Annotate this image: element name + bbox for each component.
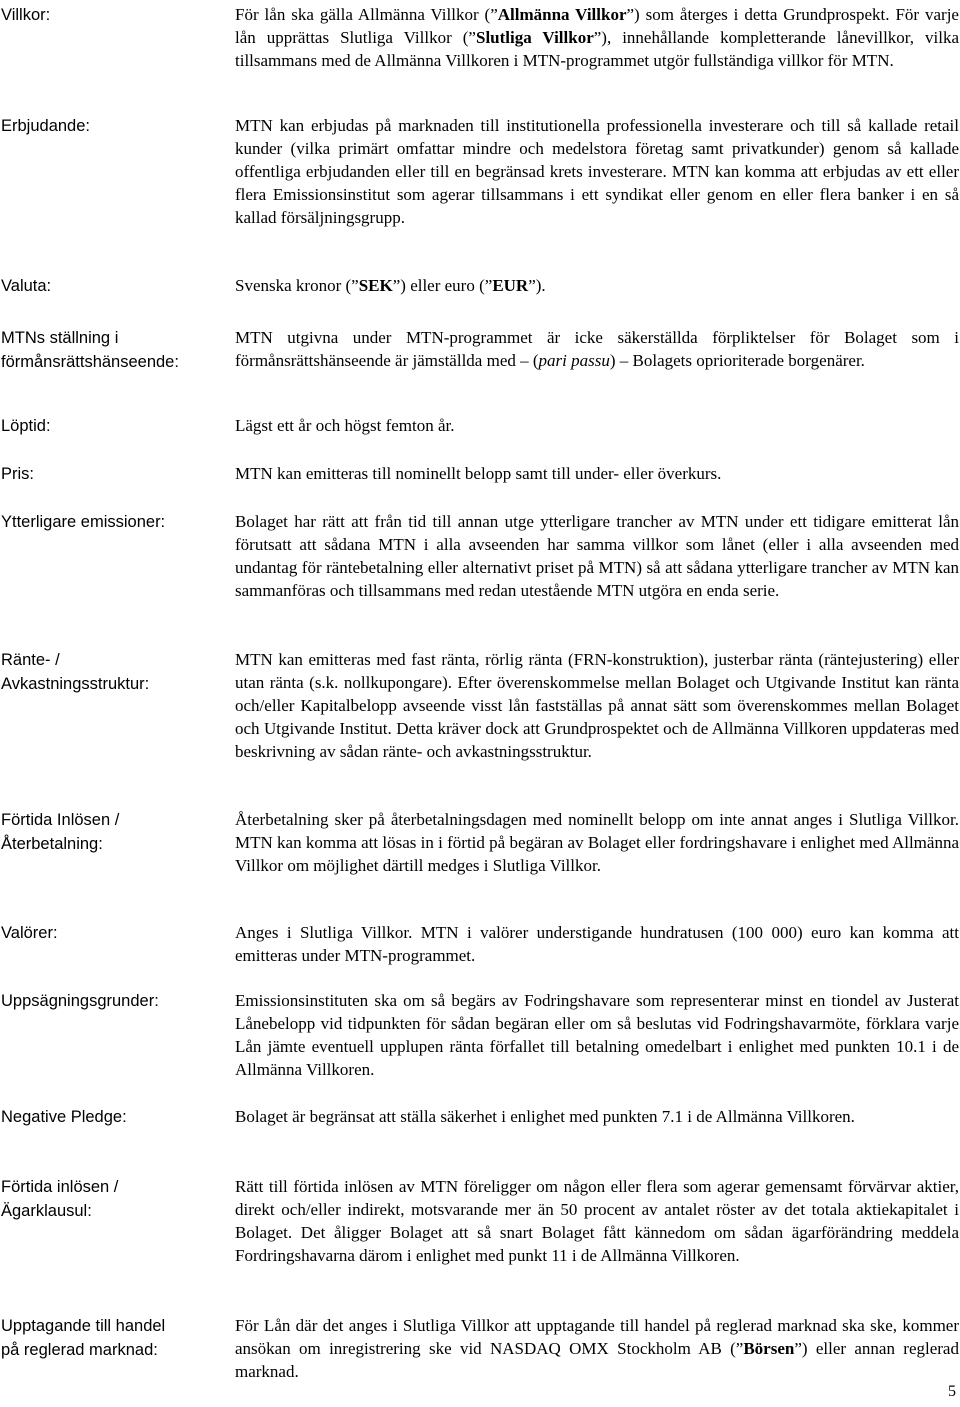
term-label <box>1 274 226 298</box>
term-label-line: Upptagande till handel <box>1 1317 166 1335</box>
term-label <box>1 1175 226 1223</box>
term-label <box>1 414 226 438</box>
term-text: Rätt till förtida inlösen av MTN föreligger om någon eller flera som agerar gemensamt förvärvar aktier, direkt och/eller indirekt, motsvarande mer än 50 procent av antalet röster av det totala aktiekapitalet i Bolaget. Det åligger Bolaget att så snart Bolaget fått kännedom om sådan ägarförändring meddela Fordringshavarna därom i enlighet med punkt 11 i de Allmänna Villkoren. <box>235 1177 959 1265</box>
term-text: MTN kan emitteras till nominellt belopp samt till under- eller överkurs. <box>235 464 722 483</box>
term-label-line: Negative Pledge: <box>1 1108 127 1126</box>
term-label-line: Villkor: <box>1 6 51 24</box>
term-label <box>1 462 226 486</box>
term-text: MTN kan emitteras med fast ränta, rörlig ränta (FRN-konstruktion), justerbar ränta (räntejustering) eller utan ränta (s.k. nollkupongare). Efter överenskommelse mellan Bolaget och Utgivande Institut kan ränta och/eller Kapitalbelopp avseende visst lån fastställas på annat sätt som överenskommes mellan Bolaget och Utgivande Institut. Detta kräver dock att Grundprospektet och de Allmänna Villkoren uppdateras med beskrivning av sådan ränte- och avkastningsstruktur. <box>235 650 959 761</box>
page-number: 5 <box>948 1383 956 1400</box>
term-label <box>1 648 226 696</box>
term-label-line: på reglerad marknad: <box>1 1341 158 1359</box>
term-label-line: Valuta: <box>1 277 52 295</box>
term-label <box>1 921 226 945</box>
term-label <box>1 989 226 1013</box>
term-label <box>1 3 226 27</box>
term-label <box>1 808 226 856</box>
term-label-line: Uppsägningsgrunder: <box>1 992 159 1010</box>
term-text: Anges i Slutliga Villkor. MTN i valörer understigande hundratusen (100 000) euro kan komma att emitteras under MTN-programmet. <box>235 923 959 965</box>
term-label <box>1 114 226 138</box>
term-text: Bolaget är begränsat att ställa säkerhet i enlighet med punkten 7.1 i de Allmänna Villkoren. <box>235 1107 855 1126</box>
term-label-line: Löptid: <box>1 417 51 435</box>
term-text: Emissionsinstituten ska om så begärs av Fodringshavare som representerar minst en tiondel av Justerat Lånebelopp vid tidpunkten för sådan begäran eller om så beslutas vid Fodringshavarmöte, förklara varje Lån jämte eventuell upplupen ränta förfallet till betalning omedelbart i enlighet med punkten 10.1 i de Allmänna Villkoren. <box>235 991 959 1079</box>
term-label-line: Återbetalning: <box>1 835 103 853</box>
term-text: För lån ska gälla Allmänna Villkor (”Allmänna Villkor”) som återges i detta Grundprospekt. För varje lån upprättas Slutliga Villkor (”Slutliga Villkor”), innehållande kompletterande lånevillkor, vilka tillsammans med de Allmänna Villkoren i MTN-programmet utgör fullständiga villkor för MTN. <box>235 5 960 70</box>
term-label-line: Ytterligare emissioner: <box>1 513 166 531</box>
term-label-line: Ränte- / <box>1 651 60 669</box>
term-label-line: Förtida inlösen / <box>1 1178 119 1196</box>
term-label <box>1 510 226 534</box>
term-label-line: Avkastningsstruktur: <box>1 675 150 693</box>
term-text: Återbetalning sker på återbetalningsdagen med nominellt belopp om inte annat anges i Slutliga Villkor. MTN kan komma att lösas in i förtid på begäran av Bolaget eller fordringshavare i enlighet med Allmänna Villkor om möjlighet därtill medges i Slutliga Villkor. <box>235 810 959 875</box>
term-text: MTN utgivna under MTN-programmet är icke säkerställda förpliktelser för Bolaget som i förmånsrättshänseende är jämställda med – (pari passu) – Bolagets oprioriterade borgenärer. <box>235 328 959 370</box>
term-label-line: Valörer: <box>1 924 58 942</box>
term-label <box>1 326 226 374</box>
term-label-line: Erbjudande: <box>1 117 90 135</box>
term-label <box>1 1314 226 1362</box>
term-text: Bolaget har rätt att från tid till annan utge ytterligare trancher av MTN under ett tidigare emitterat lån förutsatt att sådana MTN i alla avseenden har samma villkor som lånet (eller i alla avseenden med undantag för räntebetalning eller alternativt priset på MTN) så att sådana ytterligare trancher av MTN kan sammanföras och tillsammans med redan utestående MTN utgöra en enda serie. <box>235 512 959 600</box>
term-label-line: förmånsrättshänseende: <box>1 353 179 371</box>
term-label-line: MTNs ställning i <box>1 329 119 347</box>
term-label-line: Pris: <box>1 465 34 483</box>
term-label <box>1 1105 226 1129</box>
term-text: Svenska kronor (”SEK”) eller euro (”EUR”). <box>235 276 546 295</box>
term-text: MTN kan erbjudas på marknaden till institutionella professionella investerare och till så kallade retail kunder (vilka primärt omfattar mindre och medelstora företag samt privatkunder) genom så kallade offentliga erbjudanden eller till en begränsad krets investerare. MTN kan komma att erbjudas av ett eller flera Emissionsinstitut som agerar tillsammans i ett syndikat eller genom en eller flera banker i en så kallad försäljningsgrupp. <box>235 116 959 227</box>
term-text: Lägst ett år och högst femton år. <box>235 416 455 435</box>
term-text: För Lån där det anges i Slutliga Villkor att upptagande till handel på reglerad marknad ska ske, kommer ansökan om inregistrering ske vid NASDAQ OMX Stockholm AB (”Börsen”) eller annan reglerad marknad. <box>235 1316 959 1381</box>
term-label-line: Förtida Inlösen / <box>1 811 120 829</box>
term-label-line: Ägarklausul: <box>1 1202 92 1220</box>
